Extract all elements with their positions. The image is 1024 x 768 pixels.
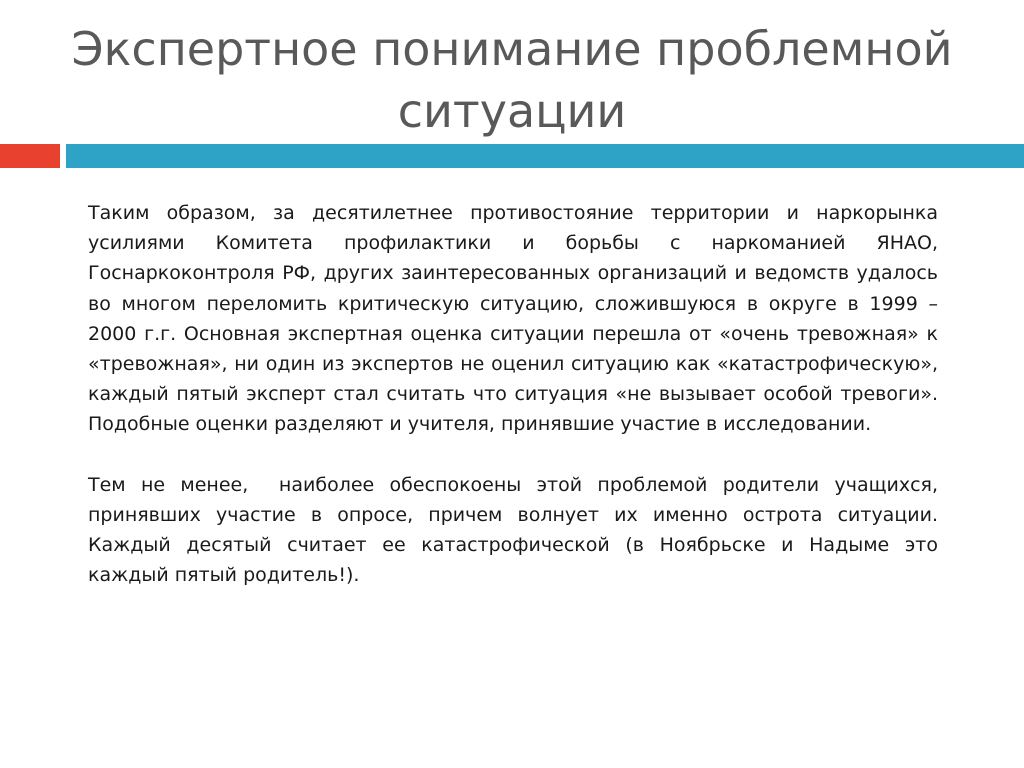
slide-body: [88, 198, 951, 590]
title-accent-bar-blue: [66, 144, 1024, 168]
body-paragraph-2: Тем не менее, наиболее обеспокоены этой проблемой родители учащихся, принявших участие в опросе, причем волнует их именно острота ситуации. Каждый десятый считает ее катастрофической (в Ноябрьске и Надыме это каждый пятый родитель!).: [88, 473, 945, 587]
title-accent-bar-red: [0, 144, 60, 168]
slide-title: Экспертное понимание проблемной ситуации: [71, 22, 953, 138]
body-paragraph-1: Таким образом, за десятилетнее противостояние территории и наркорынка усилиями Комитета профилактики и борьбы с наркоманией ЯНАО, Госнаркоконтроля РФ, других заинтересованных организаций и ведомств удалось во многом переломить критическую ситуацию, сложившуюся в округе в 1999 – 2000 г.г. Основная экспертная оценка ситуации перешла от «очень тревожная» к «тревожная», ни один из экспертов не оценил ситуацию как «катастрофическую», каждый пятый эксперт стал считать что ситуация «не вызывает особой тревоги». Подобные оценки разделяют и учителя, принявшие участие в исследовании.: [88, 202, 951, 436]
